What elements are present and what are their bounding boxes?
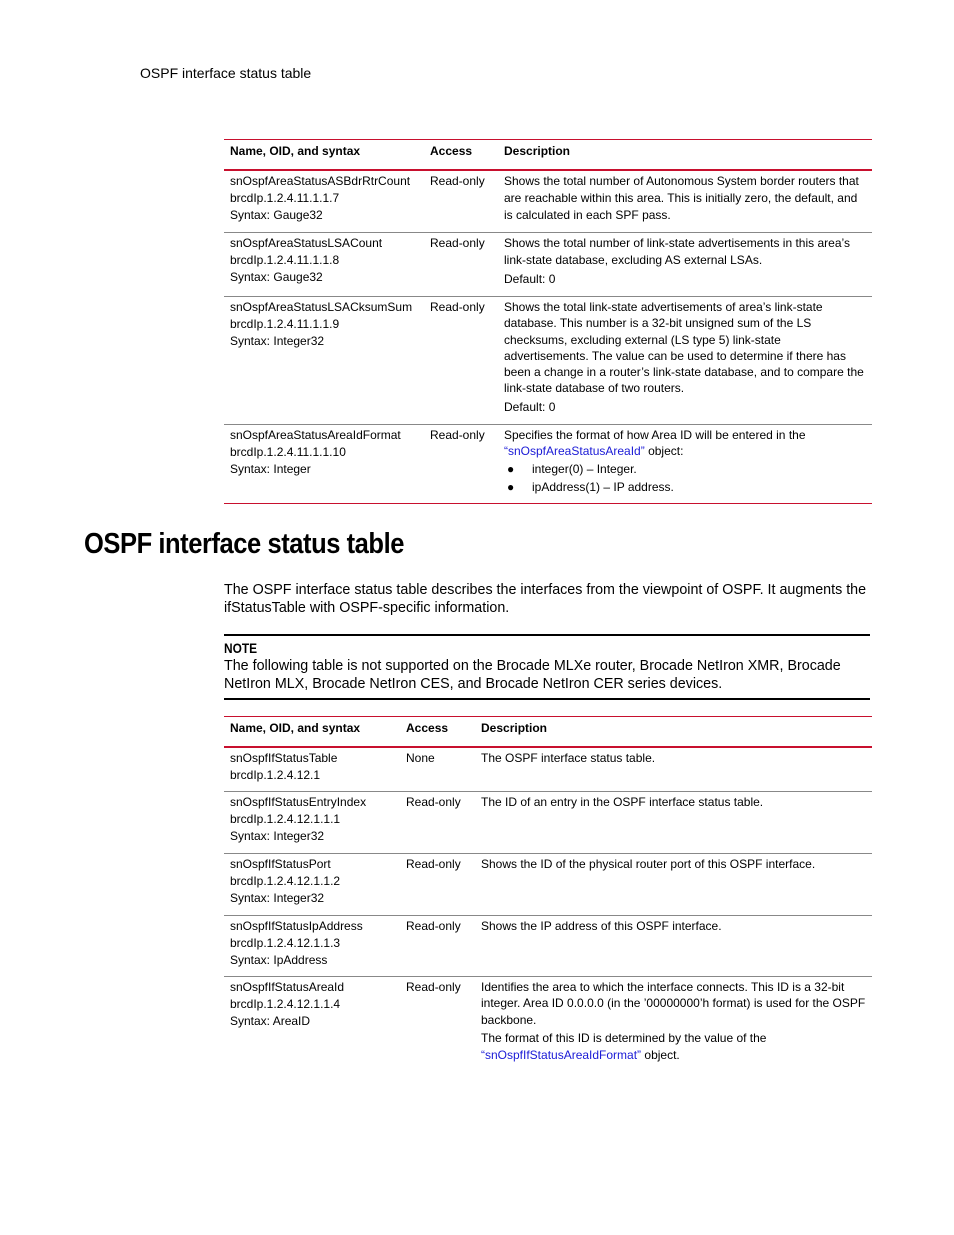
object-name: snOspfAreaStatusLSACksumSum [230,300,413,314]
column-header: Description [475,717,872,748]
description-text [481,1030,866,1063]
access-cell: Read-only [424,170,498,233]
description-cell [475,853,872,915]
table-row [224,853,872,915]
object-name: snOspfIfStatusAreaId [230,979,345,994]
description-cell [475,976,872,1071]
list-item [504,461,866,478]
description-text: Shows the total number of Autonomous System border routers that are reachable within this area. This is initially zero, the default, and is calculated in each SPF pass. [504,174,859,222]
description-cell [475,915,872,976]
object-oid: brcdIp.1.2.4.12.1.1.3 [230,935,341,950]
name-cell [224,170,424,233]
access-cell: Read-only [424,297,498,425]
bullet-icon: ● [507,479,515,494]
access-cell: Read-only [424,233,498,297]
table-row [224,791,872,853]
object-oid: brcdIp.1.2.4.12.1.1.1 [230,811,341,826]
note-label: NOTE [224,640,258,656]
format-options-list [504,461,866,496]
description-cell [498,233,872,297]
area-status-table [224,139,872,504]
access-cell: Read-only [424,424,498,503]
section-intro: The OSPF interface status table describes the interfaces from the viewpoint of OSPF. It augments the ifStatusTable with OSPF-specific information. [224,582,867,616]
object-name: snOspfIfStatusEntryIndex [230,794,367,809]
access-cell: None [400,747,475,791]
description-text: Shows the ID of the physical router port of this OSPF interface. [481,856,816,871]
default-value: Default: 0 [504,399,556,414]
column-header: Description [498,140,872,171]
bullet-icon: ● [507,461,515,476]
default-value: Default: 0 [504,272,556,286]
object-syntax: Syntax: Integer [230,461,311,476]
object-name: snOspfAreaStatusLSACount [230,236,383,250]
description-cell [498,424,872,503]
description-text: The OSPF interface status table. [481,751,656,765]
access-cell: Read-only [400,791,475,853]
description-cell [475,747,872,791]
area-id-link[interactable]: “snOspfAreaStatusAreaId” [504,443,645,458]
name-cell [224,976,400,1071]
table-header-row [224,717,872,748]
object-syntax: Syntax: IpAddress [230,952,328,967]
interface-status-table [224,716,872,1071]
object-oid: brcdIp.1.2.4.12.1.1.4 [230,996,341,1011]
list-item [504,479,866,496]
description-text: Shows the total link-state advertisements of area’s link-state database. This number is a 32-bit unsigned sum of the LS checksums, excluding external (LS type 5) link-state advertisements. The value can be used to determine if there has been a change in a router’s link-state database, and to compare the link-state database of two routers. [504,300,864,396]
name-cell [224,424,424,503]
object-syntax: Syntax: Gauge32 [230,270,323,284]
object-oid: brcdIp.1.2.4.11.1.1.10 [230,444,346,459]
table-row [224,233,872,297]
description-text: Shows the IP address of this OSPF interface. [481,918,722,933]
list-item-text: ipAddress(1) – IP address. [532,479,674,494]
access-cell: Read-only [400,915,475,976]
table-row [224,297,872,425]
name-cell [224,915,400,976]
object-syntax: Syntax: Integer32 [230,890,325,905]
description-text: Identifies the area to which the interface connects. This ID is a 32-bit integer. Area ID 0.0.0.0 (in the ’00000000’h format) is used for the OSPF backbone. [481,979,866,1027]
column-header: Access [424,140,498,171]
note-box [224,634,870,700]
description-cell [498,297,872,425]
object-name: snOspfIfStatusIpAddress [230,918,363,933]
list-item-text: integer(0) – Integer. [532,461,637,476]
table-row [224,915,872,976]
description-prefix: Specifies the format of how Area ID will be entered in the [504,427,806,442]
section-title: OSPF interface status table [84,528,404,560]
object-name: snOspfIfStatusPort [230,856,331,871]
column-header: Name, OID, and syntax [224,717,400,748]
column-header: Access [400,717,475,748]
object-syntax: Syntax: Gauge32 [230,208,323,222]
description-text: Shows the total number of link-state advertisements in this area’s link-state database, excluding AS external LSAs. [504,236,850,267]
object-oid: brcdIp.1.2.4.11.1.1.7 [230,191,340,205]
name-cell [224,747,400,791]
table-row [224,976,872,1071]
table-row [224,170,872,233]
column-header: Name, OID, and syntax [224,140,424,171]
running-header: OSPF interface status table [140,65,312,81]
description-text: The ID of an entry in the OSPF interface status table. [481,794,764,809]
name-cell [224,791,400,853]
description-cell [475,791,872,853]
table-header-row [224,140,872,171]
object-name: snOspfAreaStatusAreaIdFormat [230,427,401,442]
description-suffix: object. [641,1047,680,1062]
object-oid: brcdIp.1.2.4.12.1 [230,768,321,782]
object-syntax: Syntax: Integer32 [230,334,325,348]
object-syntax: Syntax: AreaID [230,1013,311,1028]
note-text: The following table is not supported on the Brocade MLXe router, Brocade NetIron XMR, Brocade NetIron MLX, Brocade NetIron CES, and Brocade NetIron CER series devices. [224,658,841,692]
object-oid: brcdIp.1.2.4.11.1.1.8 [230,253,340,267]
description-text [504,427,866,459]
table-row [224,424,872,503]
object-oid: brcdIp.1.2.4.12.1.1.2 [230,873,341,888]
name-cell [224,233,424,297]
name-cell [224,297,424,425]
description-suffix: object: [644,443,684,458]
object-name: snOspfIfStatusTable [230,751,338,765]
name-cell [224,853,400,915]
description-prefix: The format of this ID is determined by the value of the [481,1031,767,1045]
access-cell: Read-only [406,979,461,994]
description-cell [498,170,872,233]
object-name: snOspfAreaStatusASBdrRtrCount [230,174,411,188]
object-oid: brcdIp.1.2.4.11.1.1.9 [230,317,340,331]
table-row [224,747,872,791]
object-syntax: Syntax: Integer32 [230,828,325,843]
access-cell: Read-only [400,853,475,915]
area-id-format-link[interactable]: “snOspfIfStatusAreaIdFormat” [481,1047,642,1062]
